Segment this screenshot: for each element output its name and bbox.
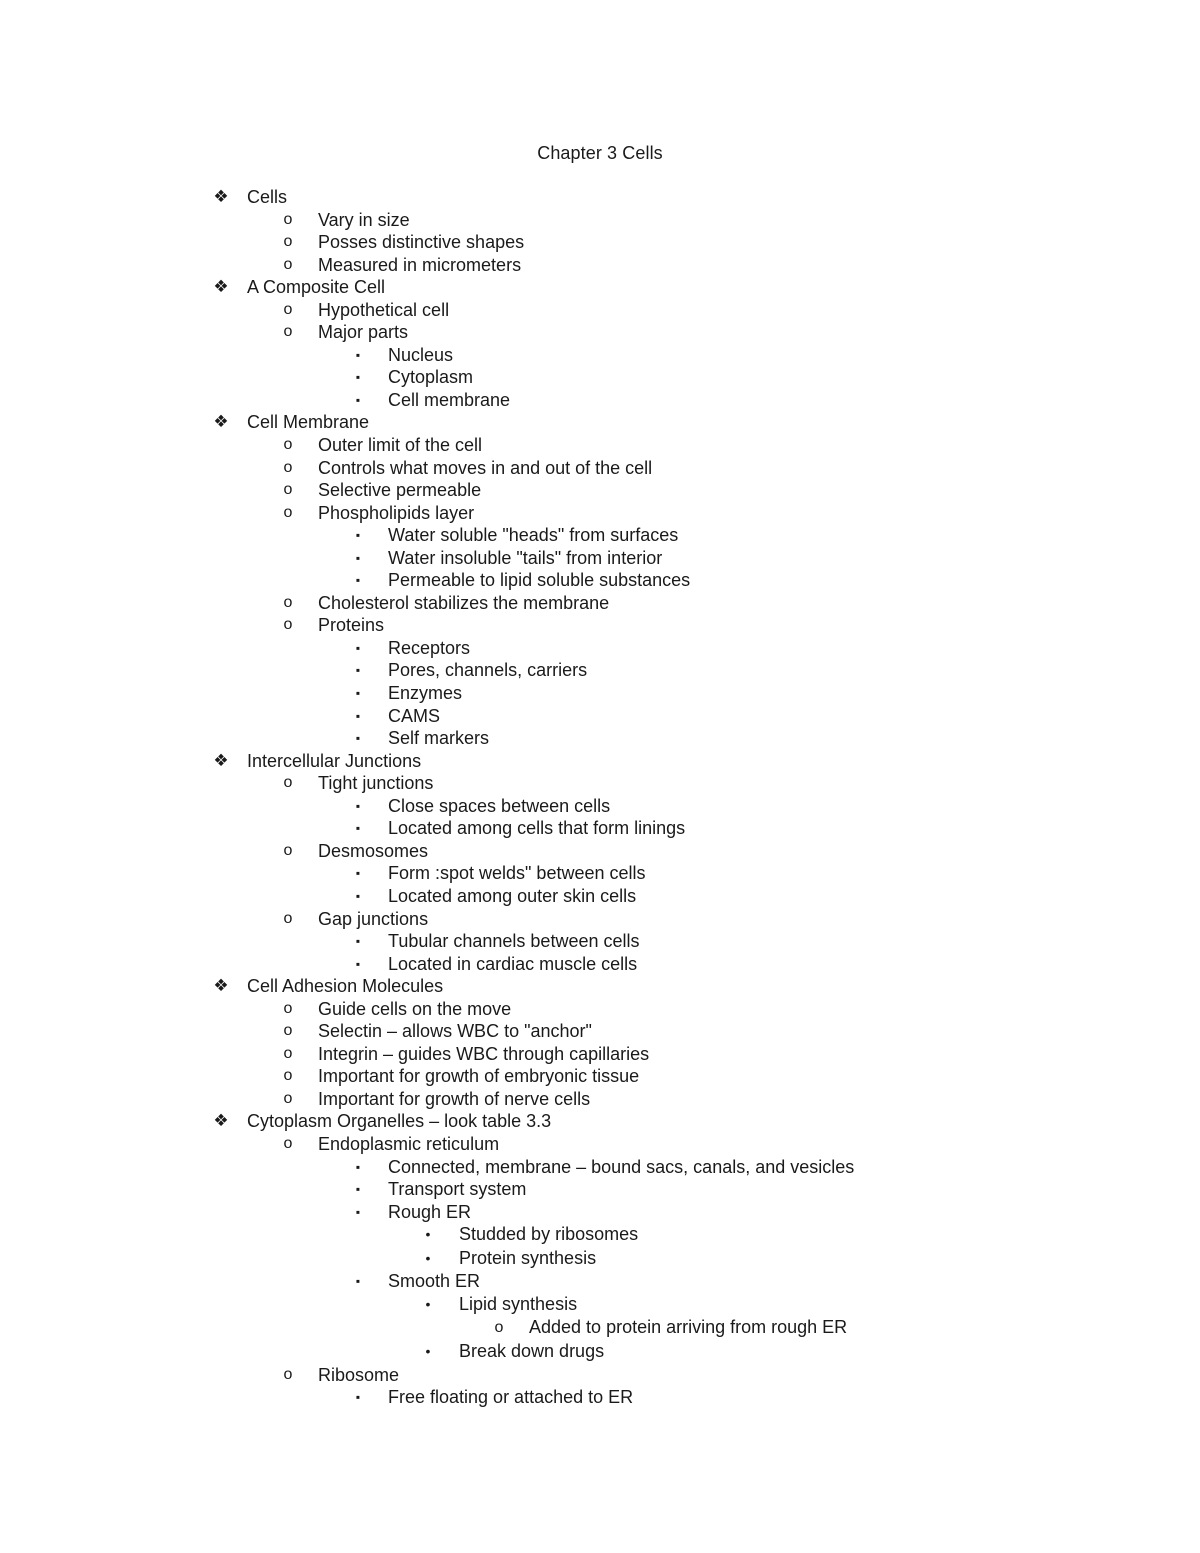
outline-item-text: Connected, membrane – bound sacs, canals, and vesicles <box>388 1156 855 1177</box>
outline-item-text: Cell Adhesion Molecules <box>247 976 444 997</box>
square-bullet-icon: ▪ <box>355 798 361 813</box>
dot-bullet-icon: • <box>425 1295 431 1312</box>
outline-item-level-1 <box>0 750 1200 773</box>
outline-item-level-3 <box>0 659 1200 682</box>
outline-item-level-1 <box>0 276 1200 299</box>
square-bullet-icon: ▪ <box>355 708 361 723</box>
outline-item-text: Cytoplasm Organelles – look table 3.3 <box>247 1111 552 1132</box>
outline-item-level-4 <box>0 1247 1200 1271</box>
circle-bullet-icon: o <box>283 436 293 454</box>
outline-item-text: Lipid synthesis <box>459 1293 578 1314</box>
outline-item-level-3 <box>0 862 1200 885</box>
outline-item-level-3 <box>0 1178 1200 1201</box>
outline-item-level-3 <box>0 569 1200 592</box>
outline-item-level-2 <box>0 479 1200 502</box>
outline-item-level-3 <box>0 1201 1200 1224</box>
outline-item-text: A Composite Cell <box>247 277 386 298</box>
outline-item-text: Self markers <box>388 728 490 749</box>
square-bullet-icon: ▪ <box>355 1204 361 1219</box>
outline-item-text: Hypothetical cell <box>318 299 450 320</box>
outline-item-text: Phospholipids layer <box>318 502 475 523</box>
circle-bullet-icon: o <box>283 909 293 927</box>
diamond-bullet-icon: ❖ <box>213 750 229 770</box>
square-bullet-icon: ▪ <box>355 731 361 746</box>
outline-item-text: Enzymes <box>388 683 463 704</box>
outline-item-level-3 <box>0 682 1200 705</box>
outline-item-level-3 <box>0 885 1200 908</box>
outline-item-level-2 <box>0 1065 1200 1088</box>
circle-bullet-icon: o <box>283 593 293 611</box>
circle-bullet-icon: o <box>283 300 293 318</box>
outline-item-level-2 <box>0 457 1200 480</box>
outline-item-text: Located in cardiac muscle cells <box>388 953 638 974</box>
outline-item-level-1 <box>0 186 1200 209</box>
outline-item-level-3 <box>0 930 1200 953</box>
square-bullet-icon: ▪ <box>355 528 361 543</box>
circle-bullet-icon: o <box>494 1319 504 1337</box>
circle-bullet-icon: o <box>283 1022 293 1040</box>
outline-item-text: Proteins <box>318 615 385 636</box>
square-bullet-icon: ▪ <box>355 573 361 588</box>
outline-item-text: Transport system <box>388 1179 527 1200</box>
outline-item-text: Smooth ER <box>388 1271 481 1292</box>
circle-bullet-icon: o <box>283 481 293 499</box>
outline-item-text: Intercellular Junctions <box>247 750 422 771</box>
outline-item-text: Ribosome <box>318 1364 400 1385</box>
outline-item-text: Controls what moves in and out of the cell <box>318 457 653 478</box>
outline-item-text: Protein synthesis <box>459 1247 597 1268</box>
outline-item-level-3 <box>0 344 1200 367</box>
outline-item-level-3 <box>0 366 1200 389</box>
square-bullet-icon: ▪ <box>355 1274 361 1289</box>
outline-item-level-3 <box>0 953 1200 976</box>
outline-item-level-1 <box>0 1110 1200 1133</box>
outline-item-level-2 <box>0 1043 1200 1066</box>
outline-item-level-5 <box>0 1316 1200 1340</box>
square-bullet-icon: ▪ <box>355 821 361 836</box>
circle-bullet-icon: o <box>283 616 293 634</box>
outline-item-text: Integrin – guides WBC through capillaries <box>318 1043 650 1064</box>
outline-item-level-2 <box>0 231 1200 254</box>
outline-item-text: Vary in size <box>318 209 410 230</box>
outline-item-level-2 <box>0 254 1200 277</box>
circle-bullet-icon: o <box>283 1044 293 1062</box>
diamond-bullet-icon: ❖ <box>213 1111 229 1131</box>
outline-item-text: Pores, channels, carriers <box>388 660 588 681</box>
circle-bullet-icon: o <box>283 1365 293 1383</box>
circle-bullet-icon: o <box>283 774 293 792</box>
outline-item-level-2 <box>0 299 1200 322</box>
outline-item-text: Rough ER <box>388 1201 472 1222</box>
outline-item-text: Important for growth of embryonic tissue <box>318 1066 640 1087</box>
dot-bullet-icon: • <box>425 1226 431 1243</box>
square-bullet-icon: ▪ <box>355 686 361 701</box>
circle-bullet-icon: o <box>283 233 293 251</box>
outline-item-level-2 <box>0 1364 1200 1387</box>
circle-bullet-icon: o <box>283 1089 293 1107</box>
page-title: Chapter 3 Cells <box>537 143 663 163</box>
circle-bullet-icon: o <box>283 841 293 859</box>
outline-item-text: Major parts <box>318 322 409 343</box>
outline-item-text: Guide cells on the move <box>318 998 512 1019</box>
outline-list <box>0 186 1200 1409</box>
outline-item-level-2 <box>0 1133 1200 1156</box>
outline-item-text: Cholesterol stabilizes the membrane <box>318 592 610 613</box>
outline-item-text: CAMS <box>388 705 441 726</box>
square-bullet-icon: ▪ <box>355 663 361 678</box>
outline-item-level-2 <box>0 592 1200 615</box>
outline-item-text: Posses distinctive shapes <box>318 232 525 253</box>
outline-item-text: Cells <box>247 187 288 207</box>
outline-item-level-4 <box>0 1223 1200 1247</box>
outline-item-level-3 <box>0 1270 1200 1293</box>
square-bullet-icon: ▪ <box>355 934 361 949</box>
diamond-bullet-icon: ❖ <box>213 277 229 297</box>
outline-item-level-3 <box>0 795 1200 818</box>
diamond-bullet-icon: ❖ <box>213 412 229 432</box>
outline-item-text: Located among cells that form linings <box>388 818 686 839</box>
outline-item-level-2 <box>0 434 1200 457</box>
outline-item-text: Outer limit of the cell <box>318 435 483 456</box>
outline-item-level-3 <box>0 727 1200 750</box>
outline-item-text: Tight junctions <box>318 773 434 794</box>
outline-item-text: Tubular channels between cells <box>388 931 640 952</box>
outline-item-text: Free floating or attached to ER <box>388 1387 634 1408</box>
outline-item-level-1 <box>0 975 1200 998</box>
outline-item-level-2 <box>0 772 1200 795</box>
square-bullet-icon: ▪ <box>355 640 361 655</box>
circle-bullet-icon: o <box>283 458 293 476</box>
dot-bullet-icon: • <box>425 1249 431 1266</box>
outline-item-level-1 <box>0 411 1200 434</box>
outline-item-level-2 <box>0 908 1200 931</box>
outline-item-text: Close spaces between cells <box>388 795 611 816</box>
outline-item-text: Selectin – allows WBC to "anchor" <box>318 1021 592 1042</box>
outline-item-text: Desmosomes <box>318 840 429 861</box>
outline-item-text: Cell Membrane <box>247 412 370 433</box>
outline-item-text: Water soluble "heads" from surfaces <box>388 525 679 546</box>
outline-item-level-3 <box>0 1156 1200 1179</box>
square-bullet-icon: ▪ <box>355 1182 361 1197</box>
square-bullet-icon: ▪ <box>355 347 361 362</box>
outline-item-level-3 <box>0 389 1200 412</box>
square-bullet-icon: ▪ <box>355 1159 361 1174</box>
outline-item-text: Measured in micrometers <box>318 254 522 275</box>
outline-item-text: Endoplasmic reticulum <box>318 1133 500 1154</box>
outline-item-text: Important for growth of nerve cells <box>318 1088 591 1109</box>
circle-bullet-icon: o <box>283 999 293 1017</box>
diamond-bullet-icon: ❖ <box>213 187 229 206</box>
outline-item-level-3 <box>0 705 1200 728</box>
square-bullet-icon: ▪ <box>355 392 361 407</box>
outline-item-level-4 <box>0 1293 1200 1317</box>
outline-item-level-3 <box>0 547 1200 570</box>
diamond-bullet-icon: ❖ <box>213 976 229 996</box>
outline-item-text: Cell membrane <box>388 389 511 410</box>
outline-item-text: Form :spot welds" between cells <box>388 863 646 884</box>
outline-item-text: Studded by ribosomes <box>459 1224 639 1245</box>
outline-item-level-2 <box>0 614 1200 637</box>
outline-item-text: Selective permeable <box>318 480 482 501</box>
outline-item-text: Permeable to lipid soluble substances <box>388 570 691 591</box>
circle-bullet-icon: o <box>283 503 293 521</box>
outline-item-text: Added to protein arriving from rough ER <box>529 1317 848 1338</box>
square-bullet-icon: ▪ <box>355 1390 361 1405</box>
outline-item-text: Break down drugs <box>459 1341 605 1362</box>
square-bullet-icon: ▪ <box>355 866 361 881</box>
circle-bullet-icon: o <box>283 210 293 228</box>
outline-item-level-2 <box>0 1020 1200 1043</box>
dot-bullet-icon: • <box>425 1343 431 1360</box>
outline-item-level-2 <box>0 321 1200 344</box>
outline-item-text: Gap junctions <box>318 908 429 929</box>
outline-item-level-2 <box>0 998 1200 1021</box>
outline-item-text: Receptors <box>388 637 471 658</box>
outline-item-level-2 <box>0 840 1200 863</box>
outline-item-level-2 <box>0 1088 1200 1111</box>
circle-bullet-icon: o <box>283 1134 293 1152</box>
circle-bullet-icon: o <box>283 323 293 341</box>
outline-item-text: Cytoplasm <box>388 367 474 388</box>
outline-item-text: Nucleus <box>388 344 454 365</box>
outline-item-text: Water insoluble "tails" from interior <box>388 547 663 568</box>
outline-item-level-3 <box>0 1386 1200 1409</box>
outline-item-level-2 <box>0 502 1200 525</box>
outline-item-level-2 <box>0 209 1200 232</box>
circle-bullet-icon: o <box>283 255 293 273</box>
square-bullet-icon: ▪ <box>355 956 361 971</box>
circle-bullet-icon: o <box>283 1067 293 1085</box>
outline-item-text: Located among outer skin cells <box>388 885 637 906</box>
outline-item-level-3 <box>0 637 1200 660</box>
outline-item-level-4 <box>0 1340 1200 1364</box>
square-bullet-icon: ▪ <box>355 888 361 903</box>
square-bullet-icon: ▪ <box>355 370 361 385</box>
outline-item-level-3 <box>0 524 1200 547</box>
square-bullet-icon: ▪ <box>355 550 361 565</box>
outline-item-level-3 <box>0 817 1200 840</box>
